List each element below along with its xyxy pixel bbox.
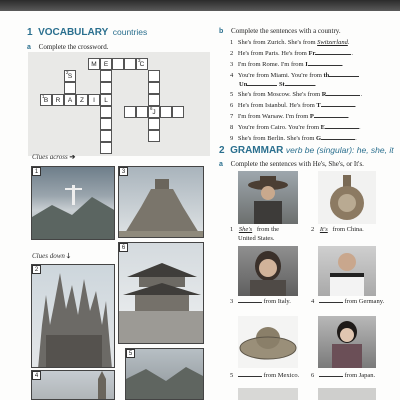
section2-subtitle: verb be (singular): he, she, it [285,145,394,155]
picture-partial [238,388,298,400]
cell-letter: S [67,73,73,80]
crossword-cell[interactable] [148,118,160,130]
cell-letter: Z [80,97,84,104]
list-item [230,72,359,79]
answer-prefix: T [316,102,321,109]
crossword-cell[interactable] [100,82,112,94]
answer-field[interactable] [285,85,315,86]
item-end: . [347,113,350,120]
caption-6 [311,372,375,379]
answer-field[interactable] [247,85,277,86]
crossword-cell[interactable] [124,106,136,118]
caption-text: from Mexico. [263,372,300,379]
answer-prefix: I [305,61,308,68]
list-item [230,39,349,46]
list-item [230,124,361,131]
item-number: 4 [230,72,234,79]
caption-5 [230,372,299,379]
answer-field[interactable]: Switzerland [317,39,348,46]
section1-number: 1 [27,27,33,38]
item-text: She's from Moscow. She's from [237,91,322,98]
crossword-cell[interactable] [100,130,112,142]
clues-down-text: Clues down [32,252,65,260]
item-number: 8 [230,124,234,131]
crossword-cell[interactable] [100,58,112,70]
cell-letter: A [67,97,73,104]
pyramid-illustration [119,167,204,238]
item-end: . [347,39,350,46]
woman-illustration [238,246,298,296]
arrow-down-icon: 🡓 [66,252,71,260]
item-text: She's from Berlin. She's from [237,135,317,142]
answer-field[interactable] [321,139,355,140]
cell-letter: I [93,97,95,104]
caption-4 [311,298,384,305]
caption-3 [230,298,291,305]
photo-chinese-temple [118,242,204,344]
cell-number: 2 [66,70,69,75]
clues-across-label [32,153,75,161]
item-number: 2 [230,50,234,57]
list-item [230,61,343,68]
section1-header [27,27,147,38]
answer-field[interactable] [321,106,355,107]
arrow-right-icon: ➔ [69,153,76,161]
answer-prefix: St [278,81,285,88]
christ-statue-illustration [32,167,115,240]
picture-vase [318,171,376,224]
answer-prefix: R [321,91,327,98]
list-item [230,102,356,109]
answer-field[interactable] [329,76,359,77]
caption-number: 2 [311,226,315,233]
list-item-continued [239,81,316,88]
item-end: . [354,102,357,109]
item-number: 7 [230,113,234,120]
photo-cathedral [31,264,115,368]
caption-2 [311,226,364,233]
crossword-cell[interactable] [100,118,112,130]
answer-field[interactable] [315,54,351,55]
crossword-cell[interactable] [64,94,76,106]
item-text: He's from Istanbul. He's from [237,102,317,109]
crossword-cell[interactable] [124,58,136,70]
picture-woman-hat [238,171,298,224]
cell-number: 6 [150,106,153,111]
caption-text: from China. [332,226,364,233]
crossword-cell[interactable] [148,130,160,142]
girl-illustration [318,316,376,368]
photo-chichen-itza [118,166,204,238]
answer-field[interactable] [319,302,343,303]
cathedral-illustration [32,265,115,368]
caption-text: from the [256,226,280,233]
answer-field[interactable] [308,65,342,66]
section2-number: 2 [219,145,225,156]
item-text: I'm from Warsaw. I'm from [237,113,310,120]
list-item [230,91,362,98]
item-end: . [341,61,344,68]
section1-part-a [27,43,108,51]
part-instruction: Complete the sentences with a country. [231,27,341,35]
crossword-cell[interactable] [172,106,184,118]
answer-prefix: P [309,113,314,120]
crossword-cell[interactable] [100,94,112,106]
crossword-cell[interactable] [64,82,76,94]
crossword-cell[interactable] [100,70,112,82]
caption-1 [230,226,279,233]
part-letter: a [27,44,31,51]
crossword-cell[interactable] [148,70,160,82]
section2-title: GRAMMAR [230,145,284,156]
item-text: She's from Zurich. She's from [237,39,318,46]
caption-number: 5 [230,372,234,379]
part-b-header [219,27,341,35]
part-instruction: Complete the sentences with He's, She's, or It's. [230,160,364,168]
vase-illustration [318,171,376,224]
item-number: 1 [230,39,234,46]
photo-number: 1 [32,167,41,176]
photo-number: 5 [126,349,135,358]
cell-number: 3 [138,58,141,63]
cell-number: 1 [42,94,45,99]
temple-illustration [119,243,204,344]
caption-text: from Japan. [344,372,376,379]
item-text: You're from Miami. You're from [237,72,324,79]
part-letter: a [219,161,223,168]
item-number: 5 [230,91,234,98]
crossword-cell[interactable] [76,94,88,106]
answer-field[interactable] [326,95,360,96]
answer-prefix: Fr [308,50,316,57]
item-number: 3 [230,61,234,68]
item-text: I'm from Rome. I'm from [237,61,306,68]
cell-letter: B [43,97,49,104]
crossword-cell[interactable] [136,106,148,118]
caption-number: 1 [230,226,234,233]
section2-part-a [219,160,364,168]
caption-number: 6 [311,372,315,379]
section1-subtitle: countries [112,27,148,37]
part-instruction: Complete the crossword. [38,43,109,51]
item-text: You're from Cairo. You're from [237,124,321,131]
crossword-cell[interactable] [100,142,112,154]
clues-down-label [32,252,70,263]
item-end: . [358,124,361,131]
picture-sombrero [238,316,298,368]
photo-number: 2 [32,265,41,274]
photo-landscape [125,348,204,400]
caption-1-continued: United States. [238,235,275,242]
caption-number: 4 [311,298,315,305]
crossword-cell[interactable] [88,94,100,106]
item-end: . [351,50,353,57]
caption-text: from Italy. [263,298,291,305]
caption-number: 3 [230,298,234,305]
cell-letter: E [103,61,109,68]
cowgirl-illustration [238,171,298,224]
list-item [230,113,350,120]
picture-footballer [318,246,376,296]
answer-prefix: th [323,72,330,79]
list-item [230,135,357,142]
picture-girl-kimono [318,316,376,368]
answer-field[interactable] [238,376,262,377]
answer-field[interactable]: She's [238,226,253,233]
answer-prefix: E [320,124,325,131]
cell-letter: M [91,61,97,68]
item-end: . [360,91,363,98]
page-top-bar [0,0,400,11]
landscape-illustration [126,349,204,400]
crossword-cell[interactable] [112,58,124,70]
photo-number: 3 [119,167,128,176]
crossword-cell[interactable] [40,94,52,106]
picture-partial [318,388,376,400]
sombrero-illustration [238,316,298,368]
photo-big-ben [31,370,115,400]
caption-text: from Germany. [344,298,385,305]
crossword-cell[interactable] [148,106,160,118]
photo-christ-redeemer [31,166,115,240]
crossword-cell[interactable] [148,94,160,106]
item-number: 6 [230,102,234,109]
cell-letter: J [152,109,156,116]
cell-letter: L [104,97,108,104]
section1-title: VOCABULARY [38,27,109,38]
crossword-cell[interactable] [64,70,76,82]
answer-field[interactable] [325,128,359,129]
crossword-cell[interactable] [160,106,172,118]
photo-number: 4 [32,371,41,380]
part-letter: b [219,28,224,35]
crossword-cell[interactable] [148,82,160,94]
item-number: 9 [230,135,234,142]
crossword-cell[interactable] [100,106,112,118]
list-item [230,50,353,57]
item-end: . [355,135,357,142]
clues-across-text: Clues across [32,153,68,161]
answer-field[interactable] [319,376,343,377]
section2-header [219,145,394,156]
answer-field[interactable] [314,117,348,118]
crossword-cell[interactable] [136,58,148,70]
cell-letter: C [139,61,145,68]
big-ben-illustration [32,371,115,400]
cell-letter: R [55,97,61,104]
footballer-illustration [318,246,376,296]
answer-prefix: G [316,135,322,142]
photo-number: 6 [119,243,128,252]
crossword-cell[interactable] [52,94,64,106]
crossword-cell[interactable] [88,58,100,70]
answer-prefix: Un [239,81,248,88]
picture-woman-scarf [238,246,298,296]
item-end: . [314,81,317,88]
answer-field[interactable]: It's [319,226,328,233]
item-text: He's from Paris. He's from [237,50,309,57]
answer-field[interactable] [238,302,262,303]
